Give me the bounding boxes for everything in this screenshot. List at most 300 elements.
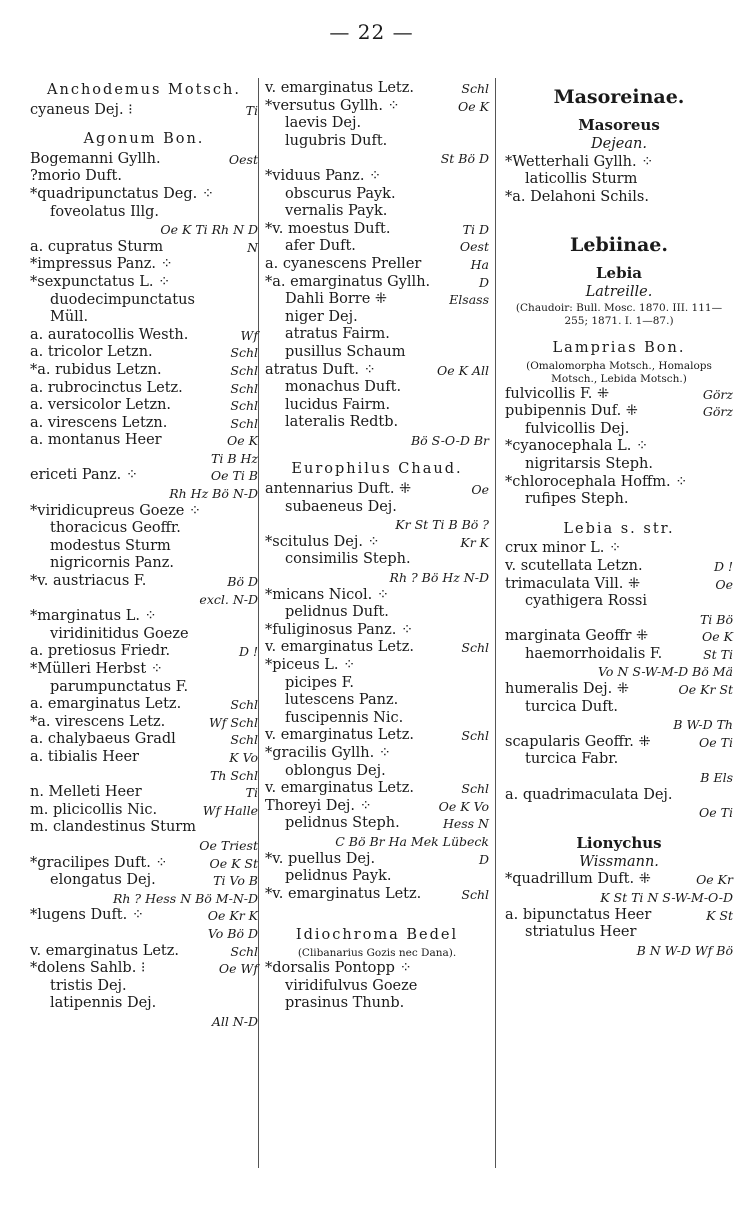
species-entry	[265, 780, 489, 798]
species-name: a. quadrimaculata Dej.	[505, 786, 673, 803]
distribution-note: Oe Ti	[699, 805, 733, 821]
genus-author: Wissmann.	[579, 853, 659, 870]
reference-note: (Clibanarius Gozis nec Dana).	[297, 946, 457, 959]
species-entry	[265, 309, 489, 327]
column-left	[30, 80, 258, 1030]
spacer	[265, 449, 489, 459]
species-name: *v. puellus Dej.	[265, 850, 376, 867]
species-entry	[505, 456, 733, 474]
species-name: *viduus Panz. ⁘	[265, 167, 382, 184]
species-name: striatulus Heer	[525, 924, 637, 941]
genus-heading: Lebia s. str.	[563, 520, 675, 537]
distribution-note: Kr St Ti B Bö ?	[395, 517, 489, 533]
species-name: a. montanus Heer	[30, 432, 162, 449]
species-entry	[30, 380, 258, 398]
distribution-note: Oe K	[458, 98, 489, 114]
species-entry	[30, 467, 258, 485]
species-entry	[30, 626, 258, 644]
species-name: pubipennis Duf. ⁜	[505, 403, 638, 420]
distribution-note: Schl	[230, 943, 258, 959]
species-name: *quadripunctatus Deg. ⁘	[30, 185, 214, 202]
species-name: niger Dej.	[285, 308, 358, 325]
species-name: latipennis Dej.	[50, 995, 157, 1012]
distribution-note: B W-D Th	[673, 717, 733, 733]
species-entry	[30, 907, 258, 925]
distribution-note: Schl	[230, 415, 258, 431]
species-name: picipes F.	[285, 674, 355, 691]
species-name: rufipes Steph.	[525, 491, 629, 508]
species-entry	[265, 868, 489, 886]
distribution-note: Oe K Ti Rh N D	[160, 222, 258, 238]
species-entry	[30, 943, 258, 961]
genus-title: Lebia	[596, 264, 642, 283]
species-entry	[505, 438, 733, 456]
species-name: elongatus Dej.	[50, 872, 156, 889]
species-name: v. emarginatus Letz.	[265, 80, 415, 96]
species-name: m. clandestinus Sturm	[30, 819, 196, 836]
species-entry	[265, 745, 489, 763]
species-name: *viridicupreus Goeze ⁘	[30, 502, 202, 519]
distribution-note: Oe K Vo	[438, 798, 489, 814]
species-entry	[30, 292, 258, 310]
species-name: *v. moestus Duft.	[265, 220, 391, 237]
species-entry	[30, 731, 258, 749]
species-entry	[265, 344, 489, 362]
species-entry	[265, 98, 489, 116]
species-entry	[505, 681, 733, 699]
species-entry	[30, 503, 258, 521]
distribution-note: Vo Bö D	[207, 925, 258, 941]
distribution-note: Ha	[470, 256, 489, 272]
species-name: fulvicollis F. ⁜	[505, 385, 610, 402]
species-entry	[265, 362, 489, 380]
species-entry	[265, 587, 489, 605]
species-name: *v. austriacus F.	[30, 573, 147, 590]
species-entry	[265, 995, 489, 1013]
genus-heading: Europhilus Chaud.	[291, 461, 463, 478]
species-name: humeralis Dej. ⁜	[505, 681, 629, 698]
species-entry	[505, 491, 733, 509]
distribution-note: Rh Hz Bö N-D	[169, 486, 258, 502]
species-entry	[265, 481, 489, 499]
species-entry	[30, 696, 258, 714]
species-name: prasinus Thunb.	[285, 995, 405, 1012]
species-entry	[505, 540, 733, 558]
spacer	[505, 328, 733, 338]
distribution-note: Wf Halle	[202, 802, 258, 818]
distribution-note: Ti	[245, 102, 258, 118]
species-name: crux minor L. ⁘	[505, 540, 622, 557]
species-entry	[30, 256, 258, 274]
species-name: *piceus L. ⁘	[265, 657, 356, 673]
species-entry	[265, 499, 489, 517]
species-name: a. emarginatus Letz.	[30, 696, 182, 713]
distribution-note: Oe Kr St	[678, 682, 733, 698]
distribution-note: Oe Ti	[699, 734, 733, 750]
distribution-note: Schl	[230, 732, 258, 748]
genus-heading: Lamprias Bon.	[552, 339, 686, 356]
species-entry	[505, 474, 733, 492]
distribution-note: Ti D	[462, 221, 489, 237]
species-entry	[30, 362, 258, 380]
species-entry	[505, 751, 733, 769]
species-entry	[505, 734, 733, 752]
species-name: scapularis Geoffr. ⁜	[505, 733, 651, 750]
species-entry	[30, 679, 258, 697]
distribution-note: Schl	[230, 697, 258, 713]
column-rule-2	[495, 78, 496, 1168]
species-entry	[265, 604, 489, 622]
species-entry	[505, 421, 733, 439]
species-name: a. virescens Letzn.	[30, 414, 168, 431]
page-number: — 22 —	[329, 20, 414, 44]
species-name: *a. emarginatus Gyllh.	[265, 273, 431, 290]
distribution-note: Schl	[461, 886, 489, 902]
species-entry	[30, 661, 258, 679]
distribution-note: B N W-D Wf Bö	[636, 942, 733, 958]
species-entry	[505, 787, 733, 805]
species-name: v. emarginatus Letz.	[265, 639, 415, 656]
distribution-note: Ti B Hz	[211, 450, 258, 466]
species-entry	[30, 168, 258, 186]
species-name: pelidnus Payk.	[285, 868, 392, 885]
species-entry	[30, 102, 258, 120]
species-name: lutescens Panz.	[285, 692, 399, 709]
species-name: a. cupratus Sturm	[30, 238, 164, 255]
species-entry	[265, 851, 489, 869]
species-entry	[505, 907, 733, 925]
species-name: v. emarginatus Letz.	[265, 727, 415, 744]
species-name: lugubris Duft.	[285, 132, 388, 149]
spacer	[30, 119, 258, 129]
species-name: parumpunctatus F.	[50, 678, 189, 695]
distribution-note: Hess N	[442, 816, 489, 832]
species-name: duodecimpunctatus	[50, 291, 195, 308]
species-name: lateralis Redtb.	[285, 414, 399, 431]
species-name: *v. emarginatus Letz.	[265, 885, 422, 902]
species-entry	[265, 238, 489, 256]
species-entry	[30, 309, 258, 327]
species-name: viridifulvus Goeze	[285, 977, 418, 994]
species-name: pusillus Schaum	[285, 343, 406, 360]
species-name: laticollis Sturm	[525, 171, 638, 188]
species-entry	[30, 327, 258, 345]
distribution-note: St Ti	[703, 646, 733, 662]
column-right	[505, 80, 733, 959]
species-name: vernalis Payk.	[285, 203, 388, 220]
species-entry	[265, 133, 489, 151]
species-name: haemorrhoidalis F.	[525, 645, 663, 662]
species-entry	[30, 784, 258, 802]
distribution-note: Oe Kr	[696, 872, 733, 888]
species-entry	[505, 154, 733, 172]
distribution-note: D	[478, 851, 489, 867]
species-entry	[30, 978, 258, 996]
distribution-note: Rh ? Bö Hz N-D	[389, 570, 489, 586]
species-entry	[265, 168, 489, 186]
species-entry	[30, 608, 258, 626]
distribution-note: Elsass	[449, 292, 489, 308]
species-entry	[30, 749, 258, 767]
species-name: Dahli Borre ⁜	[285, 291, 388, 308]
species-entry	[265, 186, 489, 204]
species-entry	[265, 291, 489, 309]
species-entry	[505, 628, 733, 646]
species-name: cyaneus Dej. ⁝	[30, 101, 133, 118]
species-name: Müll.	[50, 309, 89, 326]
species-entry	[265, 798, 489, 816]
species-entry	[505, 189, 733, 207]
species-entry	[265, 639, 489, 657]
distribution-note: Schl	[230, 362, 258, 378]
species-entry	[30, 415, 258, 433]
species-entry	[265, 692, 489, 710]
species-entry	[30, 555, 258, 573]
distribution-note: N	[247, 239, 258, 255]
species-name: *marginatus L. ⁘	[30, 608, 157, 625]
species-entry	[265, 622, 489, 640]
species-name: cyathigera Rossi	[525, 593, 647, 610]
species-name: obscurus Payk.	[285, 185, 396, 202]
species-entry	[30, 714, 258, 732]
distribution-note: Wf	[240, 327, 258, 343]
subfamily-heading: Lebiinae.	[570, 234, 668, 257]
species-entry	[265, 815, 489, 833]
distribution-note: D !	[713, 558, 733, 574]
species-name: ericeti Panz. ⁘	[30, 467, 139, 484]
distribution-note: Oe K All	[437, 362, 489, 378]
genus-title: Masoreus	[578, 116, 660, 134]
species-entry	[265, 763, 489, 781]
species-name: *dorsalis Pontopp ⁘	[265, 959, 412, 976]
species-entry	[265, 414, 489, 432]
species-entry	[30, 397, 258, 415]
distribution-note: Oest	[459, 239, 489, 255]
species-entry	[30, 573, 258, 591]
species-name: monachus Duft.	[285, 379, 402, 396]
species-name: m. plicicollis Nic.	[30, 801, 158, 818]
distribution-note: excl. N-D	[199, 591, 258, 607]
species-name: afer Duft.	[285, 238, 356, 255]
species-name: consimilis Steph.	[285, 551, 411, 568]
distribution-note: Oe K St	[209, 855, 258, 871]
distribution-note: St Bö D	[440, 151, 489, 167]
species-entry	[30, 802, 258, 820]
species-name: *versutus Gyllh. ⁘	[265, 97, 400, 114]
distribution-note: Ti Bö	[699, 611, 733, 627]
species-entry	[505, 386, 733, 404]
distribution-note: D	[478, 274, 489, 290]
distribution-note: Schl	[461, 640, 489, 656]
species-name: a. cyanescens Preller	[265, 255, 422, 272]
species-name: *quadrillum Duft. ⁜	[505, 871, 651, 888]
species-entry	[265, 115, 489, 133]
species-entry	[505, 593, 733, 611]
genus-title: Lionychus	[576, 833, 662, 852]
species-name: turcica Duft.	[525, 698, 618, 715]
species-entry	[505, 699, 733, 717]
spacer	[505, 206, 733, 228]
distribution-note: Ti	[245, 785, 258, 801]
species-name: modestus Sturm	[50, 537, 171, 554]
species-entry	[265, 710, 489, 728]
species-entry	[265, 675, 489, 693]
species-name: pelidnus Duft.	[285, 604, 389, 621]
genus-author: Dejean.	[591, 136, 647, 152]
species-entry	[265, 326, 489, 344]
spacer	[505, 509, 733, 519]
species-name: atratus Duft. ⁘	[265, 361, 376, 378]
species-name: antennarius Duft. ⁜	[265, 481, 412, 498]
species-name: ?morio Duft.	[30, 168, 122, 185]
genus-heading: Idiochroma Bedel	[295, 927, 459, 944]
distribution-note: Oe K	[227, 433, 258, 449]
species-name: a. chalybaeus Gradl	[30, 731, 176, 748]
distribution-note: Th Schl	[210, 767, 258, 783]
distribution-note: Oe K	[702, 629, 733, 645]
species-name: *cyanocephala L. ⁘	[505, 438, 649, 455]
species-name: *impressus Panz. ⁘	[30, 256, 173, 273]
species-name: trimaculata Vill. ⁜	[505, 575, 641, 592]
distribution-note: Oest	[228, 151, 258, 167]
distribution-note: Schl	[461, 781, 489, 797]
species-name: *dolens Sahlb. ⁝	[30, 960, 146, 977]
species-entry	[265, 978, 489, 996]
distribution-note: Vo N S-W-M-D Bö Mä	[598, 664, 733, 680]
species-name: *Wetterhali Gyllh. ⁘	[505, 153, 654, 170]
species-entry	[30, 643, 258, 661]
species-entry	[30, 872, 258, 890]
distribution-note: Bö S-O-D Br	[410, 432, 489, 448]
species-entry	[265, 203, 489, 221]
genus-heading: Anchodemus Motsch.	[47, 82, 241, 98]
species-entry	[505, 871, 733, 889]
distribution-note: C Bö Br Ha Mek Lübeck	[335, 833, 489, 849]
species-name: a. auratocollis Westh.	[30, 326, 189, 343]
species-name: Bogemanni Gyllh.	[30, 150, 161, 167]
species-name: *scitulus Dej. ⁘	[265, 533, 380, 550]
species-entry	[265, 379, 489, 397]
species-name: *sexpunctatus L. ⁘	[30, 273, 171, 290]
species-name: laevis Dej.	[285, 115, 362, 132]
species-name: a. pretiosus Friedr.	[30, 643, 171, 660]
reference-note: (Chaudoir: Bull. Mosc. 1870. III. 111—255; 1871. I. 1—87.)	[515, 301, 723, 327]
species-entry	[30, 274, 258, 292]
species-entry	[505, 646, 733, 664]
species-name: *a. Delahoni Schils.	[505, 188, 649, 205]
species-entry	[30, 151, 258, 169]
species-entry	[505, 403, 733, 421]
column-middle	[265, 80, 489, 1013]
distribution-note: Bö D	[227, 574, 258, 590]
species-name: v. emarginatus Letz.	[30, 942, 180, 959]
genus-heading: Agonum Bon.	[83, 131, 205, 148]
species-entry	[505, 576, 733, 594]
distribution-note: Kr K	[460, 534, 489, 550]
distribution-note: All N-D	[211, 1013, 258, 1029]
distribution-note: K Vo	[229, 749, 258, 765]
distribution-note: Görz	[702, 404, 733, 420]
species-entry	[30, 538, 258, 556]
species-name: turcica Fabr.	[525, 751, 619, 768]
distribution-note: Oe	[715, 576, 733, 592]
species-name: fuscipennis Nic.	[285, 709, 404, 726]
species-entry	[265, 886, 489, 904]
species-name: *Mülleri Herbst ⁘	[30, 661, 163, 677]
species-name: oblongus Dej.	[285, 762, 386, 779]
distribution-note: Oe Ti B	[210, 468, 258, 484]
species-name: v. emarginatus Letz.	[265, 780, 415, 797]
species-entry	[30, 520, 258, 538]
species-entry	[30, 432, 258, 450]
species-entry	[265, 397, 489, 415]
species-name: atratus Fairm.	[285, 326, 390, 343]
distribution-note: K St	[706, 907, 733, 923]
species-name: *fuliginosus Panz. ⁘	[265, 621, 414, 638]
distribution-note: Rh ? Hess N Bö M-N-D	[112, 890, 258, 906]
distribution-note: Schl	[461, 728, 489, 744]
species-name: *a. virescens Letz.	[30, 713, 166, 730]
species-name: *gracilis Gyllh. ⁘	[265, 744, 391, 761]
species-entry	[505, 924, 733, 942]
species-name: nigritarsis Steph.	[525, 455, 653, 472]
species-name: viridinitidus Goeze	[50, 625, 189, 642]
species-name: marginata Geoffr ⁜	[505, 628, 649, 645]
species-name: a. bipunctatus Heer	[505, 906, 652, 923]
genus-author: Latreille.	[585, 284, 653, 301]
species-entry	[265, 657, 489, 675]
species-entry	[505, 171, 733, 189]
species-entry	[265, 221, 489, 239]
species-entry	[30, 819, 258, 837]
species-entry	[265, 727, 489, 745]
species-entry	[30, 204, 258, 222]
species-entry	[30, 239, 258, 257]
species-name: foveolatus Illg.	[50, 203, 159, 220]
species-name: *micans Nicol. ⁘	[265, 586, 389, 603]
species-entry	[265, 274, 489, 292]
distribution-note: Oe Wf	[218, 961, 258, 977]
species-entry	[505, 558, 733, 576]
distribution-note: Schl	[230, 398, 258, 414]
distribution-note: Oe	[471, 482, 489, 498]
species-name: v. scutellata Letzn.	[505, 557, 643, 574]
distribution-note: Görz	[702, 386, 733, 402]
species-name: nigricornis Panz.	[50, 555, 174, 572]
subfamily-heading: Masoreinae.	[553, 86, 685, 108]
distribution-note: Wf Schl	[208, 714, 258, 730]
species-name: a. tricolor Letzn.	[30, 344, 153, 361]
species-entry	[265, 534, 489, 552]
distribution-note: Ti Vo B	[213, 873, 258, 889]
spacer	[265, 903, 489, 925]
species-entry	[265, 551, 489, 569]
distribution-note: Oe Kr K	[207, 908, 258, 924]
distribution-note: K St Ti N S-W-M-O-D	[600, 890, 733, 905]
species-entry	[265, 80, 489, 98]
distribution-note: B Els	[700, 770, 733, 786]
species-name: pelidnus Steph.	[285, 815, 400, 832]
species-entry	[30, 960, 258, 978]
spacer	[505, 822, 733, 832]
species-name: thoracicus Geoffr.	[50, 520, 181, 537]
species-name: fulvicollis Dej.	[525, 420, 630, 437]
species-entry	[30, 344, 258, 362]
species-name: a. tibialis Heer	[30, 748, 139, 765]
species-name: *a. rubidus Letzn.	[30, 361, 162, 378]
species-entry	[265, 256, 489, 274]
species-name: a. versicolor Letzn.	[30, 397, 172, 414]
